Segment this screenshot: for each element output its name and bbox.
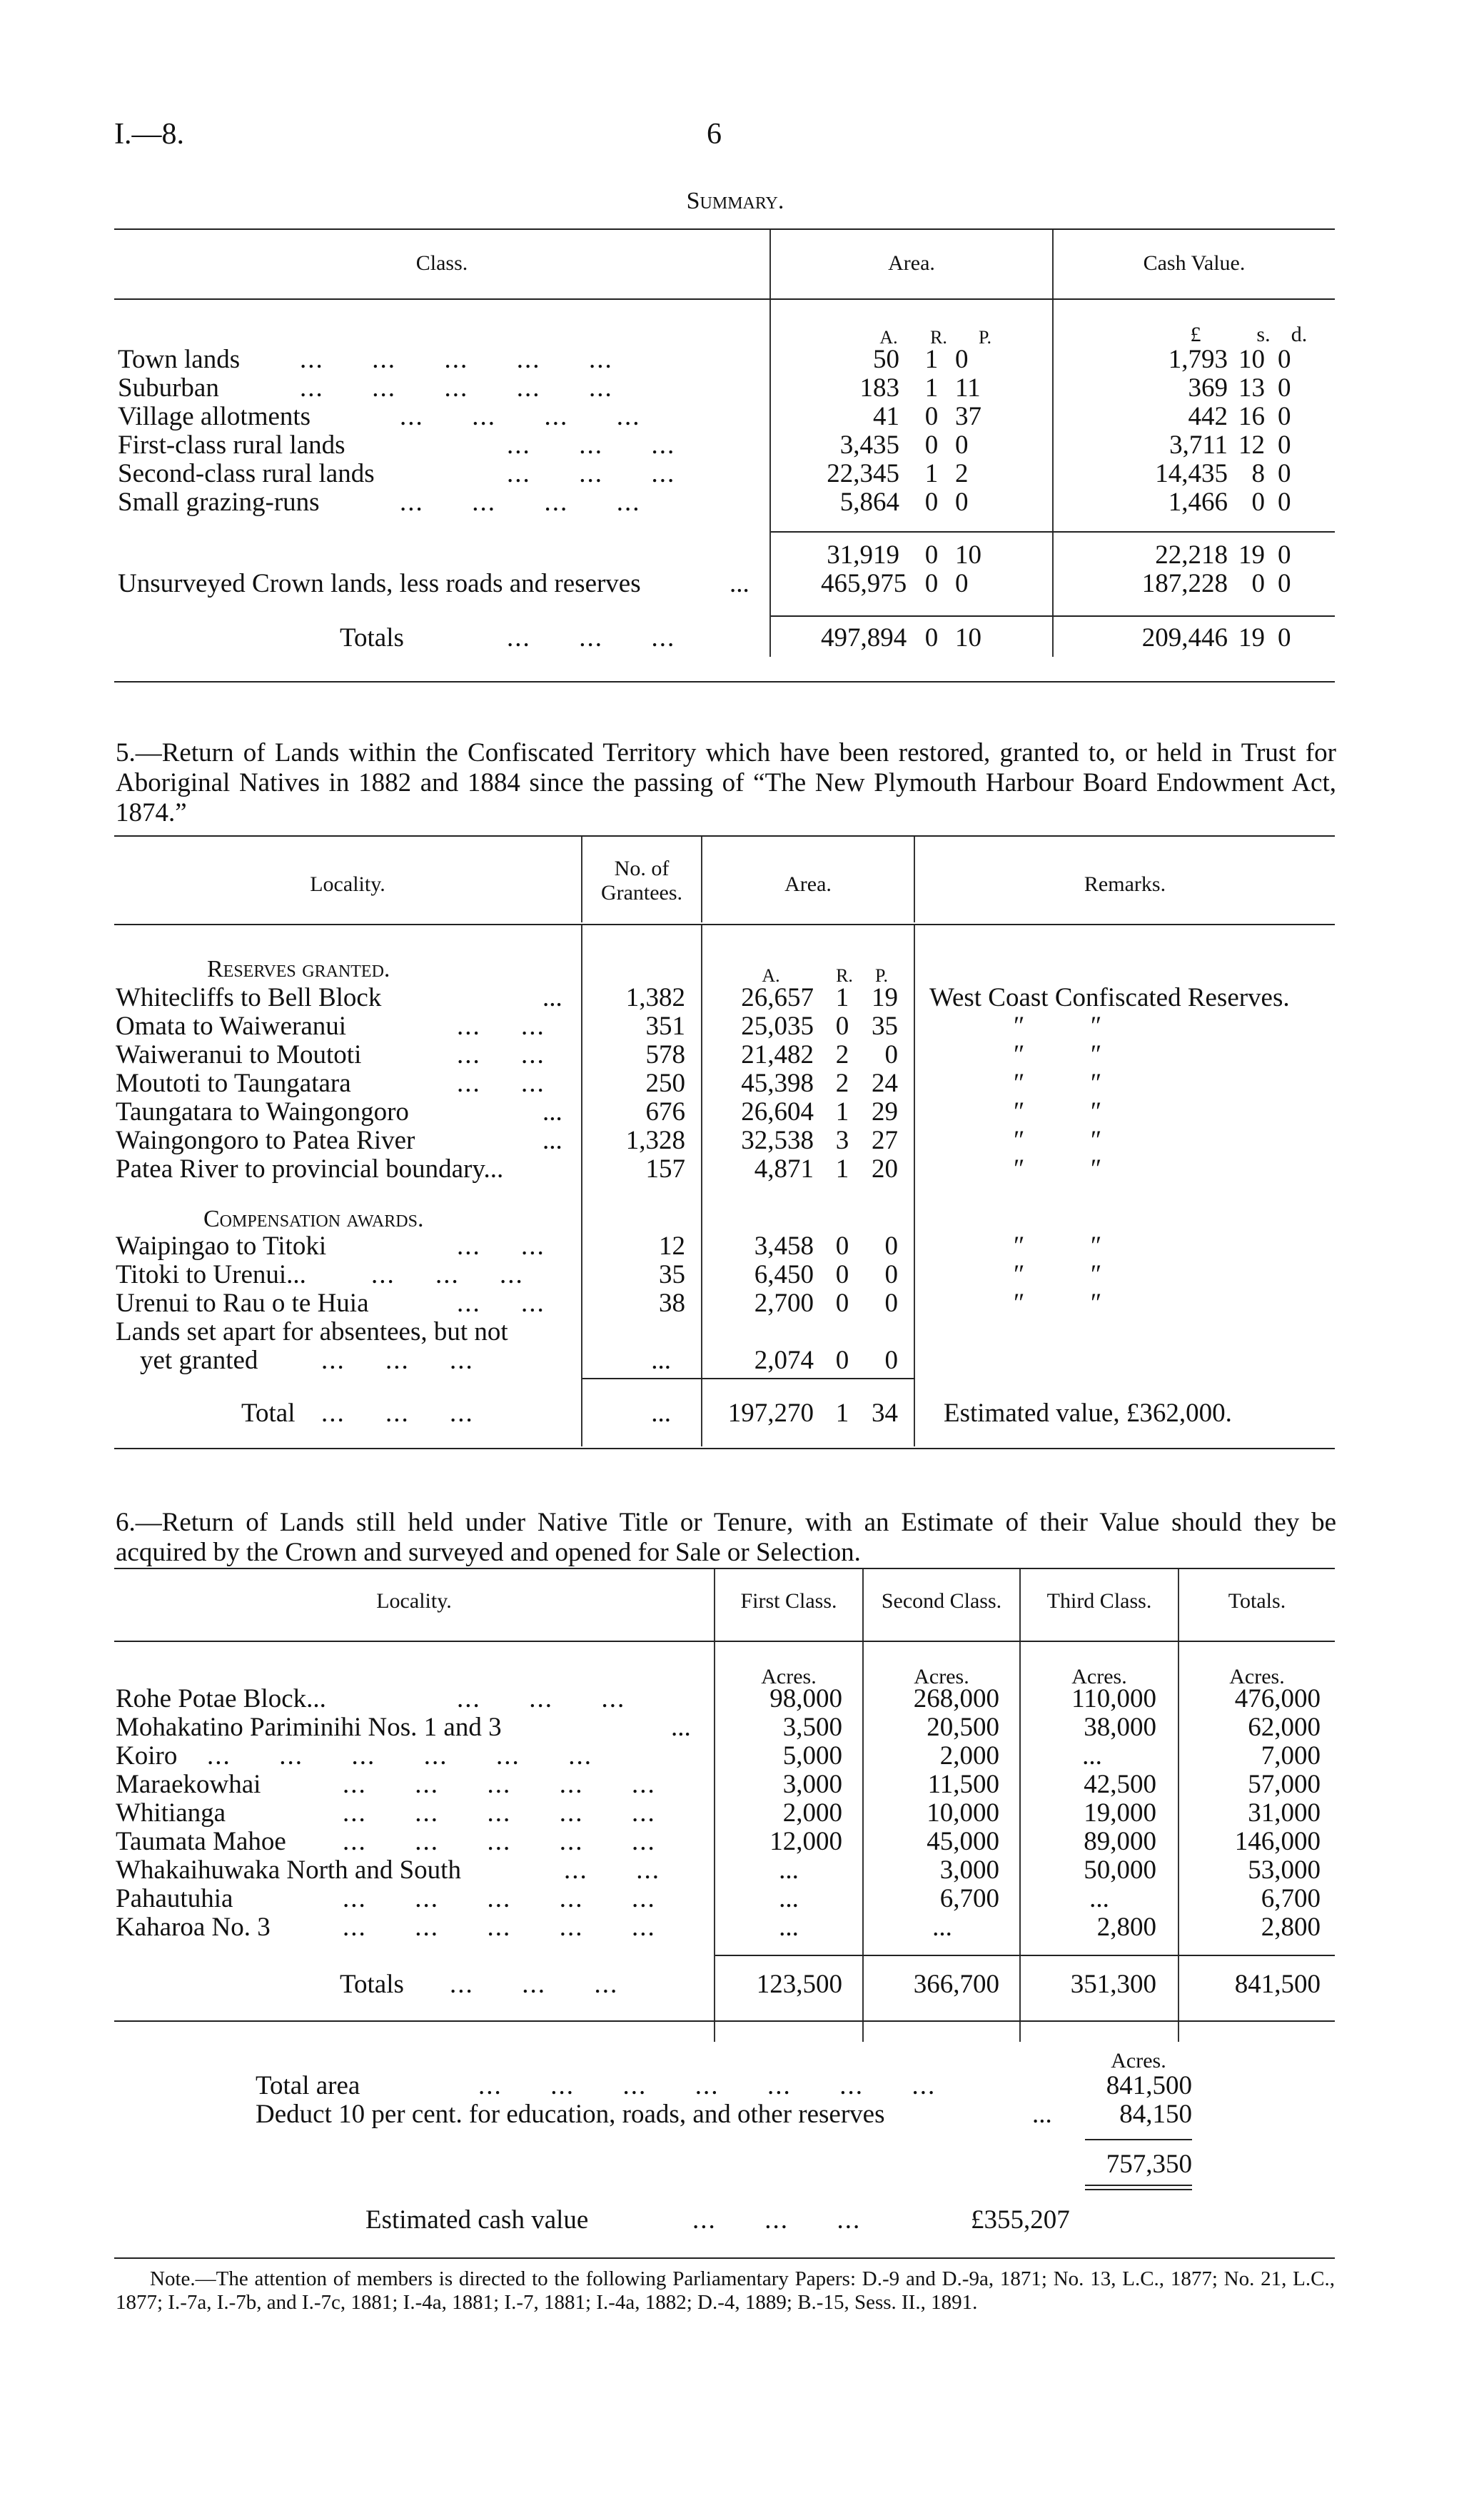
- s6-header-locality: Locality.: [376, 1589, 452, 1613]
- summary-title: Summary.: [686, 188, 784, 214]
- unit-r: R.: [930, 327, 947, 348]
- net-acres: 757,350: [1106, 2150, 1192, 2179]
- s6-header-totals: Totals.: [1228, 1589, 1286, 1613]
- page-ref: I.—8.: [114, 118, 184, 151]
- reserves-title: Reserves granted.: [207, 956, 390, 982]
- compensation-title: Compensation awards.: [203, 1206, 424, 1232]
- footnote: Note.—The attention of members is directed to the following Parliamentary Papers: D.-9 and D.-9a, 1871; No. 13, L.C., 1877; No. 21, L.C., 1877; I.-7a, I.-7b, and I.-7c, 1881; I.-4a, 1881; I.-7, 1881; I.-4a, 1882; D.-4, 1889; B.-15, Sess. II., 1891.: [116, 2267, 1335, 2314]
- s6-header-second: Second Class.: [881, 1589, 1002, 1613]
- unit-p: P.: [978, 327, 992, 348]
- estimated-value: Estimated value, £362,000.: [944, 1399, 1232, 1428]
- unit-a: A.: [879, 327, 898, 348]
- summary-header-area: Area.: [888, 251, 935, 275]
- unit-s: s.: [1256, 323, 1271, 346]
- unit-d: d.: [1291, 323, 1308, 346]
- page-number: 6: [707, 118, 722, 151]
- unit-pounds: £: [1190, 323, 1201, 346]
- s6-header-first: First Class.: [740, 1589, 837, 1613]
- section6-heading: 6.—Return of Lands still held under Native Title or Tenure, with an Estimate of their Value should they be acquired by the Crown and surveyed and opened for Sale or Selection.: [116, 1508, 1336, 1567]
- s5-header-area: Area.: [784, 872, 832, 896]
- s5-header-grantees: No. of: [614, 857, 670, 880]
- s5-header-remarks: Remarks.: [1084, 872, 1166, 896]
- summary-header-class: Class.: [415, 251, 468, 275]
- s6-header-third: Third Class.: [1046, 1589, 1152, 1613]
- section5-heading: 5.—Return of Lands within the Confiscated Territory which have been restored, granted to, or held in Trust for Aboriginal Natives in 1882 and 1884 since the passing of “The New Plymouth Harbour Board Endowment Act, 1874.”: [116, 738, 1336, 827]
- s5-header-locality: Locality.: [310, 872, 385, 896]
- summary-header-cash: Cash Value.: [1143, 251, 1246, 275]
